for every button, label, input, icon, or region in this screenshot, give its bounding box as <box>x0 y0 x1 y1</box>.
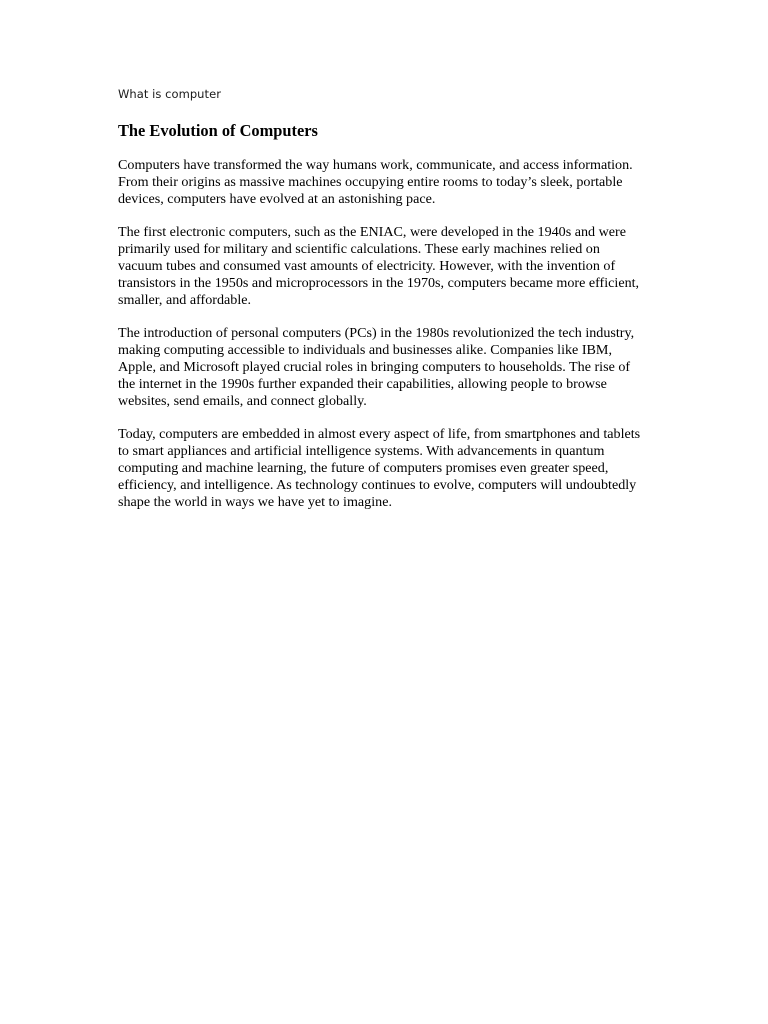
paragraph-line: Computers have transformed the way humans work, communicate, and access information. <box>118 157 633 173</box>
paragraph-line: Apple, and Microsoft played crucial roles in bringing computers to households. The rise of <box>118 358 631 375</box>
paragraph-line: shape the world in ways we have yet to imagine. <box>118 493 392 510</box>
paragraph-line: the internet in the 1990s further expanded their capabilities, allowing people to browse <box>118 375 607 392</box>
paragraph-line: making computing accessible to individuals and businesses alike. Companies like IBM, <box>118 342 612 359</box>
paragraph-intro <box>118 157 658 207</box>
paragraph-line: devices, computers have evolved at an astonishing pace. <box>118 190 436 207</box>
header-note: What is computer <box>118 87 221 101</box>
paragraph-line: The first electronic computers, such as the ENIAC, were developed in the 1940s and were <box>118 224 626 241</box>
paragraph-line: computing and machine learning, the future of computers promises even greater speed, <box>118 459 609 476</box>
paragraph-line: primarily used for military and scientific calculations. These early machines relied on <box>118 241 600 258</box>
paragraph-personal-computers <box>118 325 658 409</box>
paragraph-line: Today, computers are embedded in almost every aspect of life, from smartphones and tablets <box>118 426 641 443</box>
paragraph-line: transistors in the 1950s and microprocessors in the 1970s, computers became more efficient, <box>118 274 640 291</box>
paragraph-line: From their origins as massive machines occupying entire rooms to today’s sleek, portable <box>118 173 623 190</box>
paragraph-early-computers <box>118 224 658 308</box>
paragraph-line: websites, send emails, and connect globally. <box>118 392 367 409</box>
paragraph-line: vacuum tubes and consumed vast amounts of electricity. However, with the invention of <box>118 257 616 274</box>
paragraph-line: The introduction of personal computers (PCs) in the 1980s revolutionized the tech industry, <box>118 325 635 342</box>
paragraph-line: to smart appliances and artificial intelligence systems. With advancements in quantum <box>118 443 605 460</box>
document-body <box>118 157 658 527</box>
paragraph-line: efficiency, and intelligence. As technology continues to evolve, computers will undoubtedly <box>118 476 637 493</box>
document-title: The Evolution of Computers <box>118 121 318 140</box>
paragraph-line: smaller, and affordable. <box>118 291 252 308</box>
paragraph-today <box>118 426 658 510</box>
